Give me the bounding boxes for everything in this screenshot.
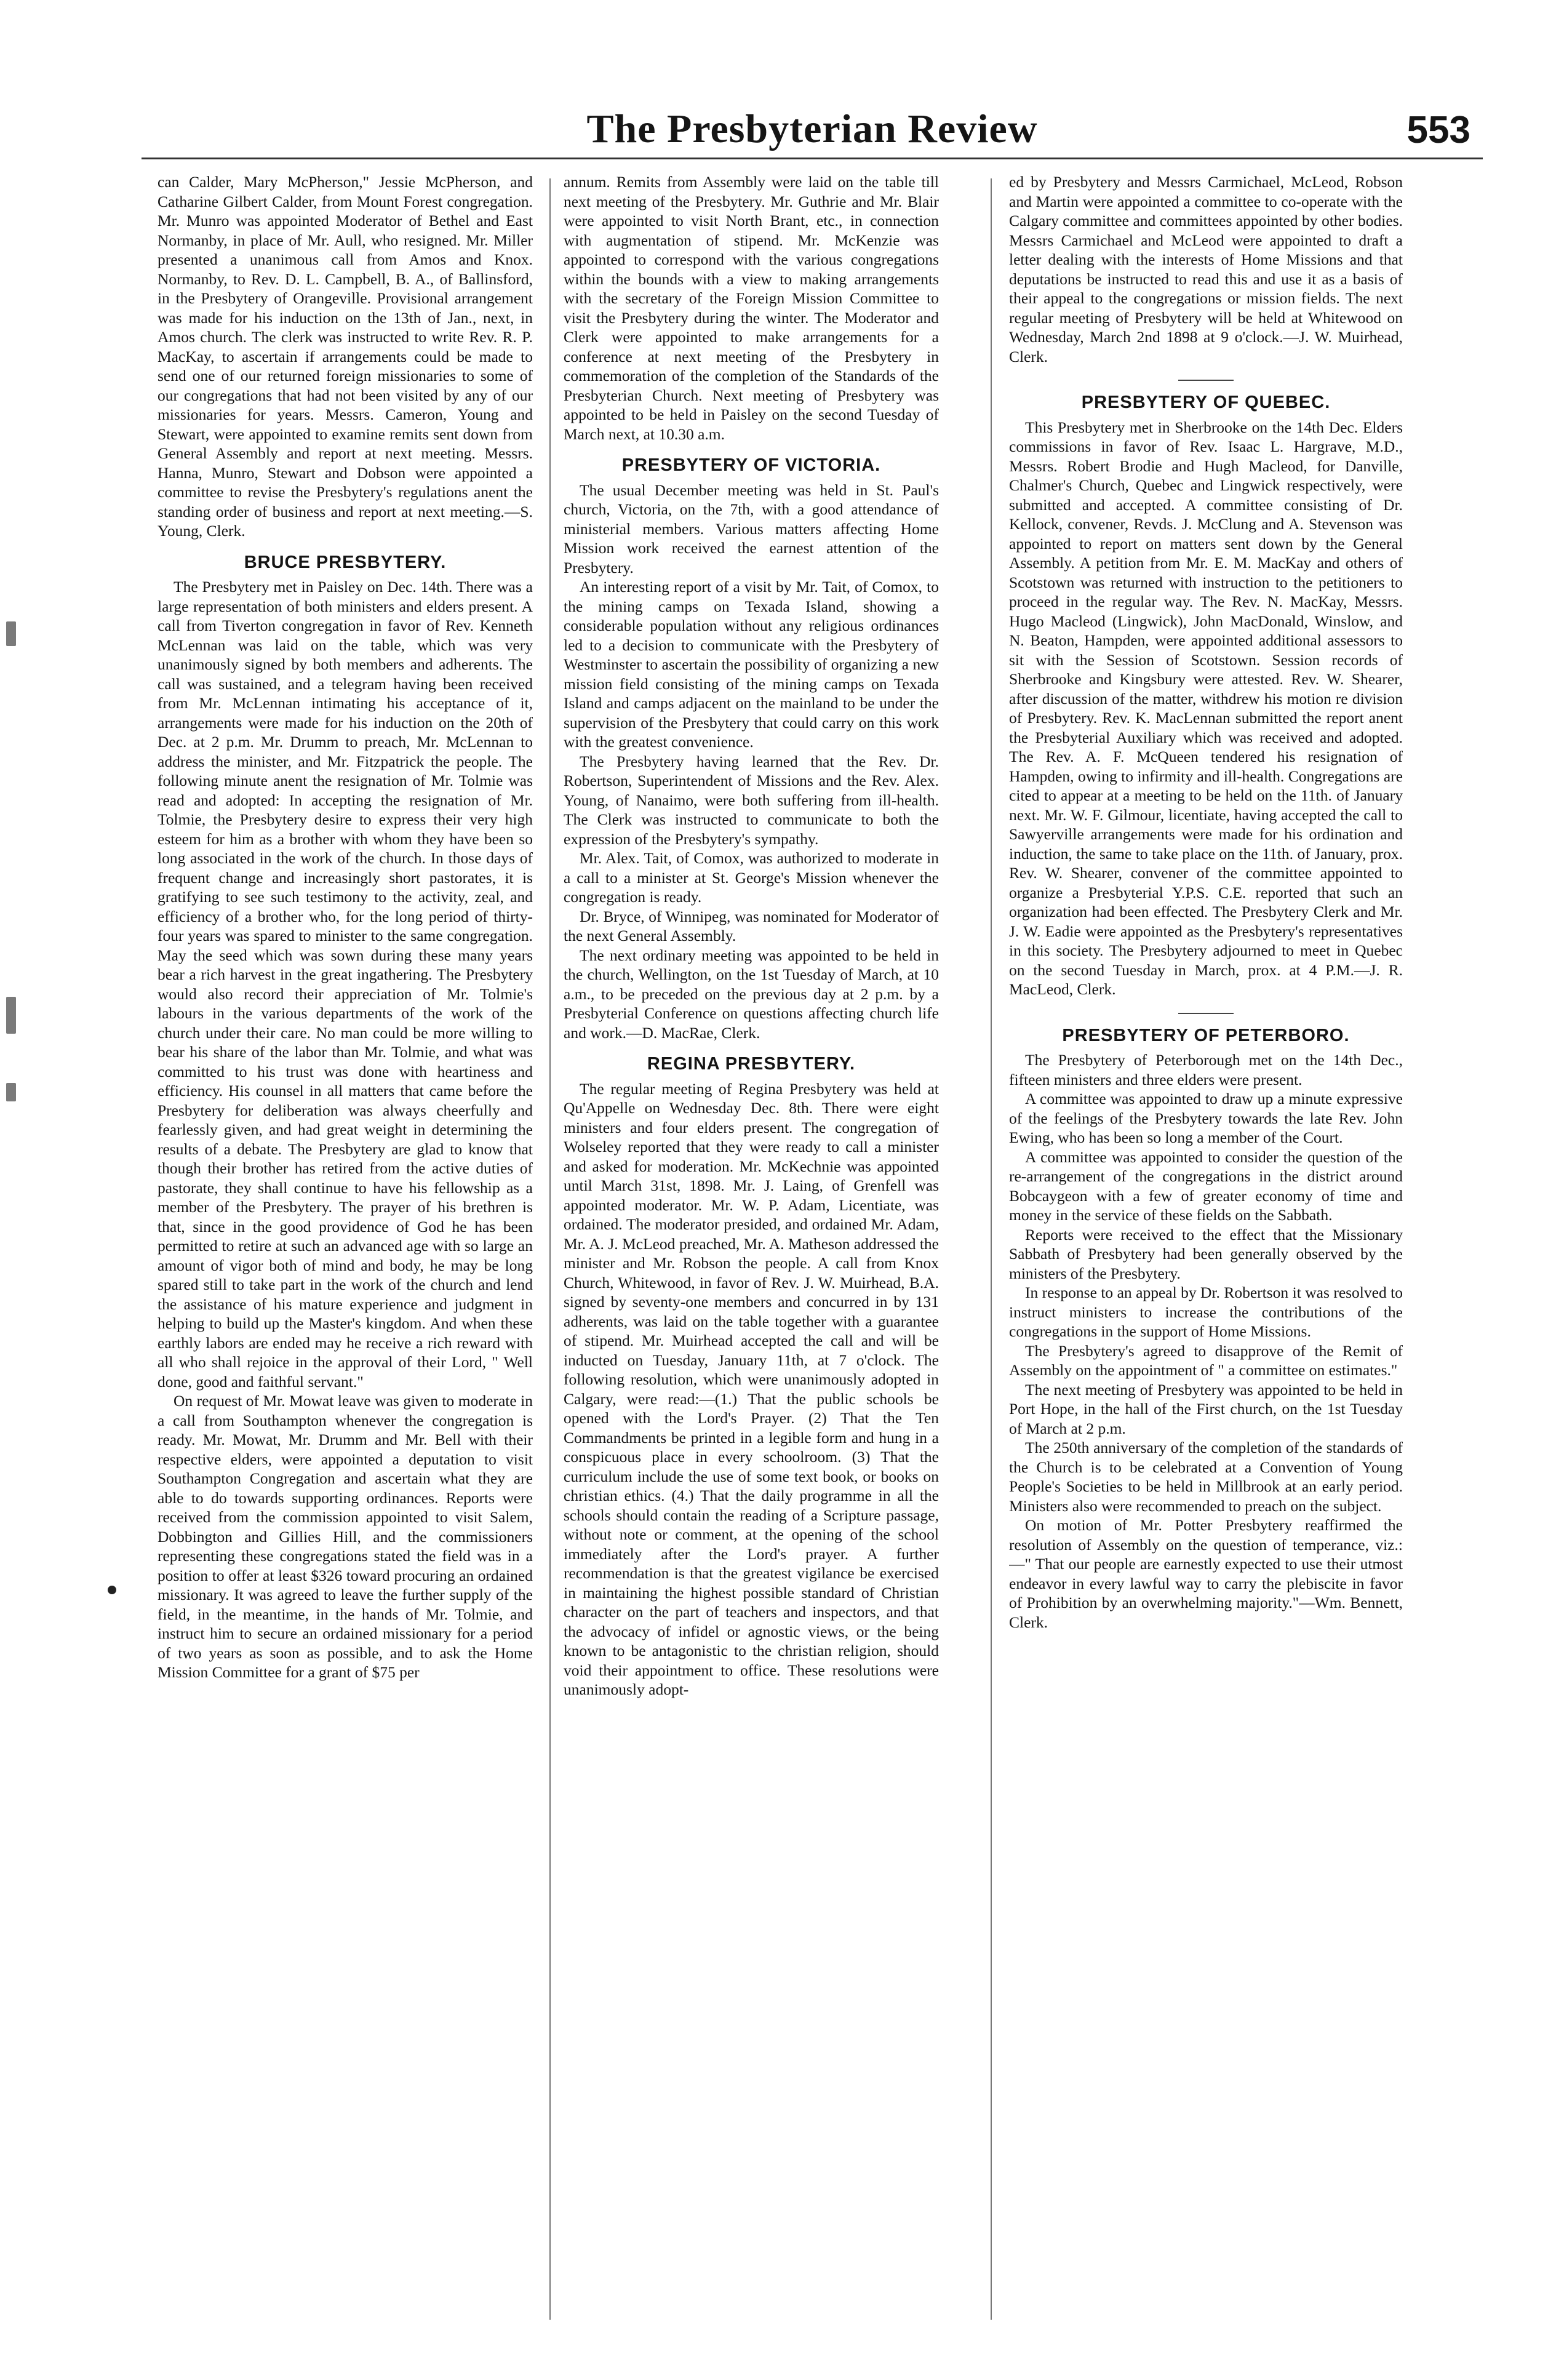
article-paragraph: This Presbytery met in Sherbrooke on the 14th Dec. Elders commissions in favor of Rev. Isaac L. Hargrave, M.D., Messrs. Robert Brodie and Hugh Macleod, for Danville, Chalmer's Church, Quebec and Lingwick respectively, were submitted and accepted. A committee consisting of Dr. Kellock, convener, Revds. J. McClung and A. Stevenson was appointed to report on matters sent down by the General Assembly. A petition from Mr. E. M. MacKay and others of Scotstown was returned with instruction to the petitioners to proceed in the regular way. The Rev. N. MacKay, Messrs. Hugo Macleod (Lingwick), John MacDonald, Winslow, and N. Beaton, Hampden, were appointed additional assessors to sit with the Session of Scotstown. Session records of Sherbrooke and Kingsbury were attested. Rev. W. Shearer, after discussion of the matter, withdrew his motion re division of Presbytery. Rev. K. MacLennan submitted the report anent the Presbyterial Auxiliary which was received and adopted. The Rev. A. F. McQueen tendered his resignation of Hampden, owing to infirmity and ill-health. Congregations are cited to appear at a meeting to be held on the 11th. of January next. Mr. W. F. Gilmour, licentiate, having accepted the call to Sawyerville arrangements were made for his ordination and induction, the same to take place on the 11th. of January, prox. Rev. W. Shearer, convener of the committee appointed to organize a Presbyterial Y.P.S. C.E. reported that such an organization had been effected. The Presbytery Clerk and Mr. J. W. Eadie were appointed as the Presbytery's representatives in this society. The Presbytery adjourned to meet in Quebec on the second Tuesday in March, prox. at 4 P.M.—J. R. MacLeod, Clerk.: [1009, 418, 1403, 998]
article-paragraph: An interesting report of a visit by Mr. Tait, of Comox, to the mining camps on Texada Island, showing a considerable population without any religious ordinances led to a decision to communicate with the Presbytery of Westminster to ascertain the possibility of organizing a new mission field consisting of the mining camps on Texada Island and camps adjacent on the mainland to be under the supervision of the Presbytery that could carry on this work with the greatest convenience.: [564, 578, 939, 751]
article-paragraph: Reports were received to the effect that the Missionary Sabbath of Presbytery had been generally observed by the ministers of the Presbytery.: [1009, 1225, 1403, 1282]
column-divider: [991, 178, 992, 2320]
article-paragraph: Dr. Bryce, of Winnipeg, was nominated for Moderator of the next General Assembly.: [564, 907, 939, 944]
article-paragraph: On motion of Mr. Potter Presbytery reaffirmed the resolution of Assembly on the question of temperance, viz.:—" That our people are earnestly expected to use their utmost endeavor in every lawful way to carry the plebiscite in favor of Prohibition by an overwhelming majority."—Wm. Bennett, Clerk.: [1009, 1516, 1403, 1631]
article-paragraph: Mr. Alex. Tait, of Comox, was authorized to moderate in a call to a minister at St. George's Mission whenever the congregation is ready.: [564, 849, 939, 906]
section-heading: REGINA PRESBYTERY.: [647, 1054, 856, 1074]
article-paragraph: On request of Mr. Mowat leave was given to moderate in a call from Southampton whenever the congregation is ready. Mr. Mowat, Mr. Drumm and Mr. Bell with their respective elders, were appointed a deputation to visit Southampton Congregation and ascertain what they are able to do towards supporting ordinances. Reports were received from the commission appointed to visit Salem, Dobbington and Gillies Hill, and the commissioners representing these congregations stated the field was in a position to offer at least $326 toward procuring an ordained missionary. It was agreed to leave the further supply of the field, in the meantime, in the hands of Mr. Tolmie, and instruct him to secure an ordained missionary for a period of two years as soon as possible, and to ask the Home Mission Committee for a grant of $75 per: [158, 1392, 533, 1681]
article-paragraph: The regular meeting of Regina Presbytery was held at Qu'Appelle on Wednesday Dec. 8th. There were eight ministers and four elders present. The congregation of Wolseley reported that they were ready to call a minister and asked for moderation. Mr. McKechnie was appointed until March 31st, 1898. Mr. J. Laing, of Grenfell was appointed moderator. Mr. W. P. Adam, Licentiate, was ordained. The moderator presided, and ordained Mr. Adam, Mr. A. J. McLeod preached, Mr. A. Matheson addressed the minister and Mr. Robson the people. A call from Knox Church, Whitewood, in favor of Rev. J. W. Muirhead, B.A. signed by seventy-one members and concurred in by 131 adherents, was laid on the table together with a guarantee of stipend. Mr. Muirhead accepted the call and will be inducted on Tuesday, January 11th, at 7 o'clock. The following resolution, which were unanimously adopted in Calgary, were read:—(1.) That the public schools be opened with the Lord's Prayer. (2) That the Ten Commandments be printed in a legible form and hung in a conspicuous place in every schoolroom. (3) That the curriculum include the use of some text book, or books on christian ethics. (4.) That the daily programme in all the schools should contain the reading of a Scripture passage, without note or comment, at the opening of the school immediately after the Lord's prayer. A further recommendation is that the greatest vigilance be exercised in maintaining the highest possible standard of Christian character on the part of teachers and inspectors, and that the advocacy of infidel or agnostic views, or the being known to be antagonistic to the christian religion, should void their appointment to office. These resolutions were unanimously adopt-: [564, 1079, 939, 1698]
article-paragraph: The Presbytery having learned that the Rev. Dr. Robertson, Superintendent of Missions and the Rev. Alex. Young, of Nanaimo, were both suffering from ill-health. The Clerk was instructed to communicate to both the expression of the Presbytery's sympathy.: [564, 752, 939, 848]
article-paragraph: annum. Remits from Assembly were laid on the table till next meeting of the Presbytery. Mr. Guthrie and Mr. Blair were appointed to visit North Brant, etc., in connection with augmentation of stipend. Mr. McKenzie was appointed to correspond with the various congregations within the bounds with a view to making arrangements with the secretary of the Foreign Mission Committee to visit the Presbytery during the winter. The Moderator and Clerk were appointed to make arrangements for a conference at next meeting of the Presbytery in commemoration of the completion of the Standards of the Presbyterian Church. Next meeting of Presbytery was appointed to be held in Paisley on the second Tuesday of March next, at 10.30 a.m.: [564, 173, 939, 443]
article-paragraph: The next ordinary meeting was appointed to be held in the church, Wellington, on the 1st Tuesday of March, at 10 a.m., to be preceded on the previous day at 2 p.m. by a Presbyterial Conference on questions affecting church life and work.—D. MacRae, Clerk.: [564, 946, 939, 1042]
article-paragraph: The next meeting of Presbytery was appointed to be held in Port Hope, in the hall of the First church, on the 1st Tuesday of March at 2 p.m.: [1009, 1380, 1403, 1437]
page-number: 553: [1406, 109, 1470, 151]
section-heading: PRESBYTERY OF VICTORIA.: [621, 455, 881, 475]
section-divider: [1178, 380, 1234, 381]
section-heading: PRESBYTERY OF QUEBEC.: [1081, 393, 1331, 412]
scan-artifact: [6, 621, 16, 646]
scan-artifact: [6, 997, 16, 1034]
article-paragraph: can Calder, Mary McPherson," Jessie McPherson, and Catharine Gilbert Calder, from Mount Forest congregation. Mr. Munro was appointed Moderator of Bethel and East Normanby, in place of Mr. Aull, who resigned. Mr. Miller presented a unanimous call from Amos and Knox. Normanby, to Rev. D. L. Campbell, B. A., of Ballinsford, in the Presbytery of Orangeville. Provisional arrangement was made for his induction on the 13th of Jan., next, in Amos church. The clerk was instructed to write Rev. R. P. MacKay, to ascertain if arrangements could be made to send one of our returned foreign missionaries to some of our congregations that had not been visited by any of our missionaries for years. Messrs. Cameron, Young and Stewart, were appointed to examine remits sent down from General Assembly and report at next meeting. Messrs. Hanna, Munro, Stewart and Dobson were appointed a committee to revise the Presbytery's regulations anent the standing order of business and report at next meeting.—S. Young, Clerk.: [158, 173, 533, 540]
page-header: [154, 106, 1470, 161]
section-divider: [1178, 1013, 1234, 1014]
section-heading: BRUCE PRESBYTERY.: [244, 552, 447, 572]
article-paragraph: A committee was appointed to draw up a minute expressive of the feelings of the Presbytery towards the late Rev. John Ewing, who has been so long a member of the Court.: [1009, 1090, 1403, 1146]
article-paragraph: The Presbytery's agreed to disapprove of the Remit of Assembly on the appointment of " a committee on estimates.": [1009, 1341, 1403, 1379]
column-2: [564, 172, 939, 2338]
column-3: [1009, 172, 1403, 2338]
header-rule: [142, 158, 1483, 159]
article-paragraph: A committee was appointed to consider the question of the re-arrangement of the congregations in the district around Bobcaygeon with a few of greater economy of time and money in the service of these fields on the Sabbath.: [1009, 1148, 1403, 1224]
article-paragraph: In response to an appeal by Dr. Robertson it was resolved to instruct ministers to increase the contributions of the congregations in the support of Home Missions.: [1009, 1284, 1403, 1340]
article-paragraph: The 250th anniversary of the completion of the standards of the Church is to be celebrated at a Convention of Young People's Societies to be held in Millbrook at an early period. Ministers also were recommended to preach on the subject.: [1009, 1439, 1403, 1515]
column-divider: [549, 178, 551, 2320]
article-paragraph: The Presbytery of Peterborough met on the 14th Dec., fifteen ministers and three elders were present.: [1009, 1051, 1403, 1088]
margin-bullet-mark: [108, 1586, 116, 1594]
scan-artifact: [6, 1083, 16, 1101]
scan-edge: [0, 0, 22, 2380]
article-paragraph: ed by Presbytery and Messrs Carmichael, McLeod, Robson and Martin were appointed a committee to co-operate with the Calgary committee and committees appointed by other bodies. Messrs Carmichael and McLeod were appointed to draft a letter dealing with the interests of Home Missions and that deputations be instructed to read this and use it as a basis of their appeal to the congregations or mission fields. The next regular meeting of Presbytery will be held at Whitewood on Wednesday, March 2nd 1898 at 9 o'clock.—J. W. Muirhead, Clerk.: [1009, 173, 1403, 365]
section-heading: PRESBYTERY OF PETERBORO.: [1062, 1025, 1350, 1045]
article-paragraph: The usual December meeting was held in St. Paul's church, Victoria, on the 7th, with a good attendance of ministerial members. Various matters affecting Home Mission work received the earnest attention of the Presbytery.: [564, 481, 939, 577]
running-title: The Presbyterian Review: [586, 106, 1038, 151]
article-paragraph: The Presbytery met in Paisley on Dec. 14th. There was a large representation of both ministers and elders present. A call from Tiverton congregation in favor of Rev. Kenneth McLennan was laid on the table, which was very unanimously signed by both members and adherents. The call was sustained, and a telegram having been received from Mr. McLennan intimating his acceptance of it, arrangements were made for his induction on the 20th of Dec. at 2 p.m. Mr. Drumm to preach, Mr. McLennan to address the minister, and Mr. Fitzpatrick the people. The following minute anent the resignation of Mr. Tolmie was read and adopted: In accepting the resignation of Mr. Tolmie, the Presbytery desire to express their very high esteem for him as a brother with whom they have been so long associated in the work of the church. In those days of frequent change and increasingly short pastorates, it is gratifying to see such testimony to the activity, zeal, and efficiency of a brother who, for the long period of thirty-four years was spared to minister to the same congregation. May the seed which was sown during these many years bear a rich harvest in the great ingathering. The Presbytery would also record their appreciation of Mr. Tolmie's labours in the various departments of the work of the church under their care. No man could be more willing to bear his share of the labor than Mr. Tolmie, and what was committed to his trust was done with heartiness and efficiency. His counsel in all matters that came before the Presbytery for deliberation was always cheerfully and fearlessly given, and had great weight in determining the results of a debate. The Presbytery are glad to know that though their brother has retired from the active duties of pastorate, they shall continue to have his fellowship as a member of the Presbytery. The prayer of his brethren is that, since in the good providence of God he has been permitted to retire at such an advanced age with so large an amount of vigor both of mind and body, he may be long spared still to take part in the work of the church and lend the assistance of his mature experience and judgment in helping to build up the Master's kingdom. And when these earthly labors are ended may he receive a rich reward with all who shall rejoice in the approval of their Lord, " Well done, good and faithful servant.": [158, 578, 533, 1391]
column-1: [158, 172, 533, 2338]
